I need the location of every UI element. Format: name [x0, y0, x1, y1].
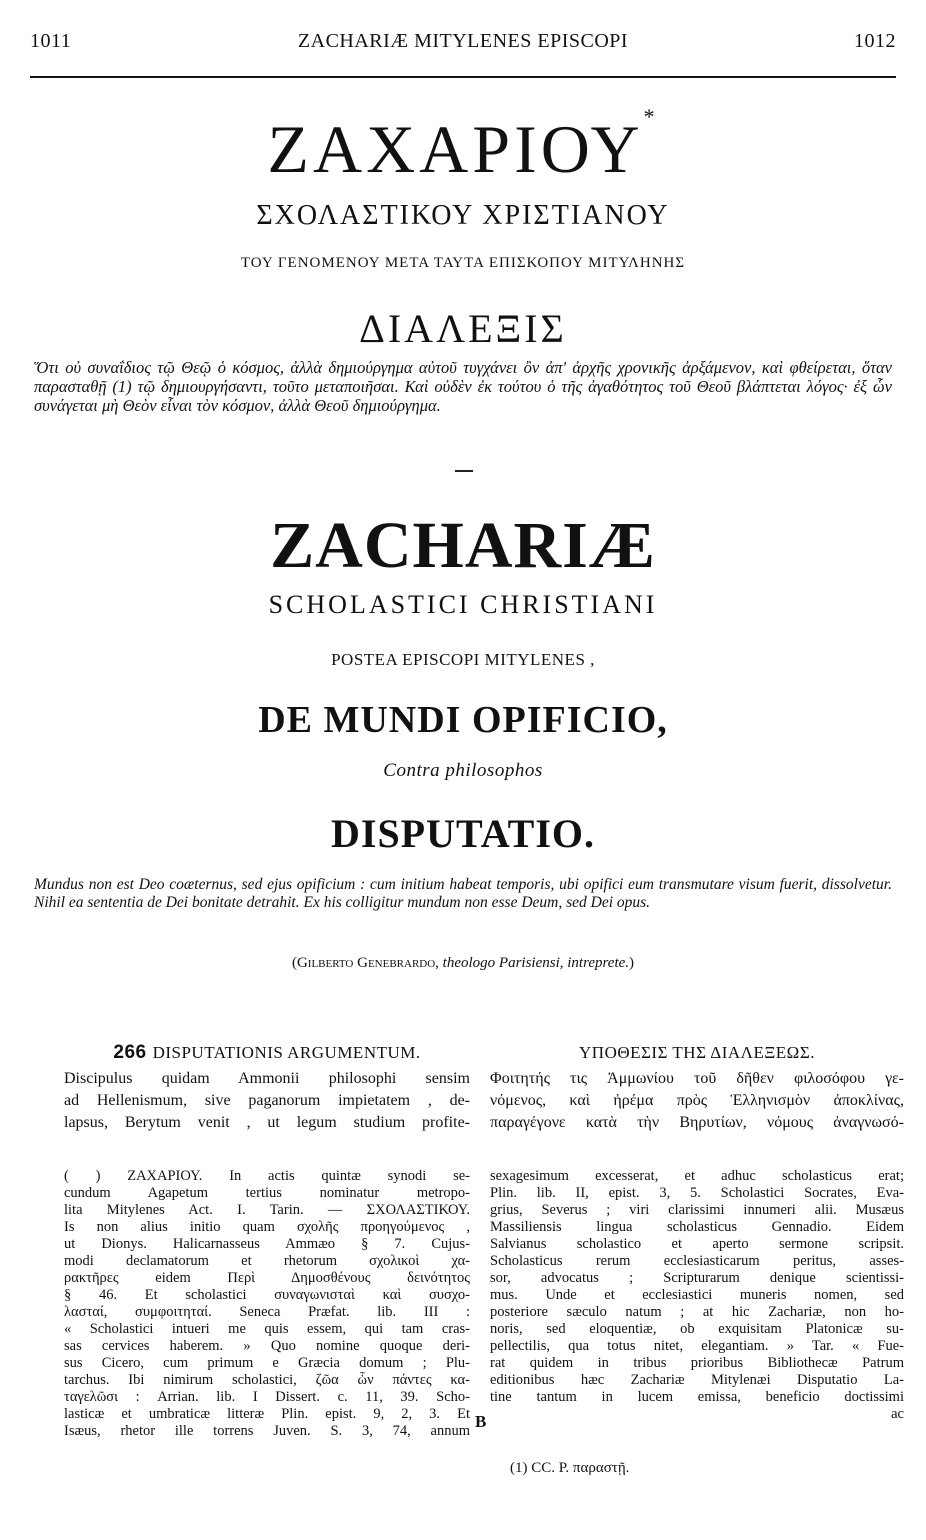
greek-title-mark: * — [643, 104, 659, 129]
note-line: lasticæ et umbraticæ litteræ Plin. epist. 9, 2, 3. Et — [64, 1406, 470, 1422]
latin-contra: Contra philosophos — [383, 760, 543, 781]
left-heading — [64, 1043, 470, 1062]
note-line: modi declamatorum et rhetorum σχολικοὶ χα- — [64, 1253, 470, 1269]
note-line: ac — [891, 1406, 904, 1422]
note-line: mus. Unde et ecclesiastici muneris nomen, sed — [490, 1287, 904, 1303]
interpreter-line — [0, 955, 926, 972]
latin-subtitle: SCHOLASTICI CHRISTIANI — [268, 590, 658, 619]
note-line: ρακτῆρες eidem Περὶ Δημοσθένους δεινότητος — [64, 1270, 470, 1286]
left-text — [64, 1068, 470, 1134]
left-heading-text: DISPUTATIONIS ARGUMENTUM. — [152, 1043, 421, 1062]
latin-de-mundi: DE MUNDI OPIFICIO, — [258, 699, 668, 741]
column-number: 266 — [113, 1042, 147, 1063]
right-text-line: παραγέγονε κατὰ τὴν Βηρυτίων, νόμους ἀναγνωσό- — [490, 1114, 904, 1131]
note-line: grius, Severus ; viri clarissimi innumeri alii. Musæus — [490, 1202, 904, 1218]
note-line: lita Mitylenes Act. I. Tarin. — ΣΧΟΛΑΣΤΙΚΟΥ. — [64, 1202, 470, 1218]
note-line: « Scholastici intueri me quis essem, qui tam cras- — [64, 1321, 470, 1337]
greek-summary: Ὅτι οὐ συναΐδιος τῷ Θεῷ ὁ κόσμος, ἀλλὰ δημιούργημα αὐτοῦ τυγχάνει ὂν ἀπ' ἀρχῆς χρονικῆς ἀρξάμενον, καὶ φθείρεται, ὅταν παρασταθῇ (1) τῷ δημιουργήσαντι, τοῦτο μεταποιῆσαι. Καὶ οὐδὲν ἐκ τούτου ὁ τῆς ἀγαθότητος τοῦ Θεοῦ βλάπτεται λόγος· ἐξ ὧν συνάγεται μὴ Θεὸν εἶναι τὸν κόσμον, ἀλλὰ Θεοῦ δημιούργημα. — [34, 358, 892, 415]
greek-dialexis: ΔΙΑΛΕΞΙΣ — [359, 306, 567, 351]
note-line: ( ) ΖΑΧΑΡΙΟΥ. In actis quintæ synodi se- — [64, 1168, 470, 1184]
interp-sep: , — [435, 955, 443, 971]
section-dash — [455, 470, 473, 472]
note-line: Massiliensis lingua scholasticus Gennadio. Eidem — [490, 1219, 904, 1235]
running-title: ZACHARIÆ MITYLENES EPISCOPI — [297, 30, 629, 52]
right-notes — [490, 1168, 904, 1423]
left-page-number: 1011 — [30, 30, 72, 52]
note-line: Salvianus scholastico et aperto sermone scripsit. — [490, 1236, 904, 1252]
interp-open: ( — [291, 955, 297, 971]
note-line: λασταί, συμφοιτηταί. Seneca Præfat. lib. III : — [64, 1304, 470, 1320]
right-text-line: νόμενος, καὶ ἠρέμα πρὸς Ἑλληνισμὸν ἀποκλίνας, — [490, 1092, 904, 1109]
right-text — [490, 1068, 904, 1134]
right-text-line: Φοιτητής τις Ἀμμωνίου τοῦ δῆθεν φιλοσόφου γε- — [490, 1070, 904, 1087]
running-header — [30, 30, 896, 58]
note-line: sus Cicero, cum primum e Græcia domum ; Plu- — [64, 1355, 470, 1371]
latin-disputatio: DISPUTATIO. — [330, 811, 595, 856]
latin-subtitle-2: POSTEA EPISCOPI MITYLENES , — [331, 650, 595, 669]
note-line: § 46. Et scholastici συναγωνισταὶ καὶ συσχο- — [64, 1287, 470, 1303]
note-line: sas cervices haberem. » Quo nomine quoque deri- — [64, 1338, 470, 1354]
greek-subtitle-2: ΤΟΥ ΓΕΝΟΜΕΝΟΥ ΜΕΤΑ ΤΑΥΤΑ ΕΠΙΣΚΟΠΟΥ ΜΙΤΥΛΗΝΗΣ — [240, 255, 686, 271]
note-line: posteriore sæculo natum ; at hic Zachariæ, non ho- — [490, 1304, 904, 1320]
left-text-line: lapsus, Berytum venit , ut legum studium profite- — [64, 1114, 470, 1131]
greek-title — [0, 104, 926, 189]
note-line: ut Dionys. Halicarnasseus Ammæo § 7. Cujus- — [64, 1236, 470, 1252]
note-line: Isæus, rhetor ille torrens Juven. S. 3, 74, annum — [64, 1423, 470, 1439]
left-notes — [64, 1168, 470, 1440]
right-page-number: 1012 — [854, 30, 896, 52]
note-line: editionibus hæc Zachariæ Mitylenæi Disputatio La- — [490, 1372, 904, 1388]
interpreter-name: Gilberto Genebrardo — [296, 955, 436, 971]
right-hypothesis — [490, 1043, 904, 1134]
left-text-line: Discipulus quidam Ammonii philosophi sensim — [64, 1070, 470, 1087]
note-line: Scholasticus rerum ecclesiasticarum peritus, asses- — [490, 1253, 904, 1269]
left-text-line: ad Hellenismum, sive paganorum impietatem , de- — [64, 1092, 470, 1109]
greek-subtitle: ΣΧΟΛΑΣΤΙΚΟΥ ΧΡΙΣΤΙΑΝΟΥ — [256, 200, 670, 231]
margin-letter: B — [475, 1412, 487, 1431]
note-line: pellectilis, qua totus nitet, elegantiam. » Tar. « Fue- — [490, 1338, 904, 1354]
note-line: rat quidem in tribus prioribus Bibliothecæ Patrum — [490, 1355, 904, 1371]
header-rule — [30, 76, 896, 78]
note-line: sexagesimum excesserat, et adhuc scholasticus erat; — [490, 1168, 904, 1184]
greek-title-text: ΖΑΧΑΡΙΟΥ — [267, 111, 644, 187]
note-line: tarchus. Ibi nimirum scholastici, ζῶα ὧν πάντες κα- — [64, 1372, 470, 1388]
note-line: Plin. lib. II, epist. 3, 5. Scholastici Socrates, Eva- — [490, 1185, 904, 1201]
note-line: Is non alius initio quam σχολῆς προηγούμενος , — [64, 1219, 470, 1235]
note-line: noris, sed eloquentiæ, ob exquisitam Platonicæ su- — [490, 1321, 904, 1337]
note-line: sor, advocatus ; Scripturarum denique scientissi- — [490, 1270, 904, 1286]
left-argumentum — [64, 1043, 470, 1134]
interp-close: ) — [629, 955, 635, 971]
footnote: (1) CC. P. παραστῇ. — [510, 1460, 630, 1476]
right-heading: ΥΠΟΘΕΣΙΣ ΤΗΣ ΔΙΑΛΕΞΕΩΣ. — [579, 1043, 815, 1062]
note-line: tine tantum in lucem emissa, beneficio doctissimi — [490, 1389, 904, 1405]
note-line: cundum Agapetum tertius nominatur metropo- — [64, 1185, 470, 1201]
interpreter-desc: theologo Parisiensi, intreprete. — [442, 955, 630, 971]
latin-summary: Mundus non est Deo coæternus, sed ejus opificium : cum initium habeat temporis, ubi opifici eum transmutare visum fuerit, dissolvetur. Nihil ea sententia de Dei bonitate detrahit. Ex his colligitur mundum non esse Deum, sed Dei opus. — [34, 876, 892, 911]
note-line: ταγελῶσι : Arrian. lib. I Dissert. c. 11, 39. Scho- — [64, 1389, 470, 1405]
latin-title: ZACHARIÆ — [270, 509, 656, 582]
